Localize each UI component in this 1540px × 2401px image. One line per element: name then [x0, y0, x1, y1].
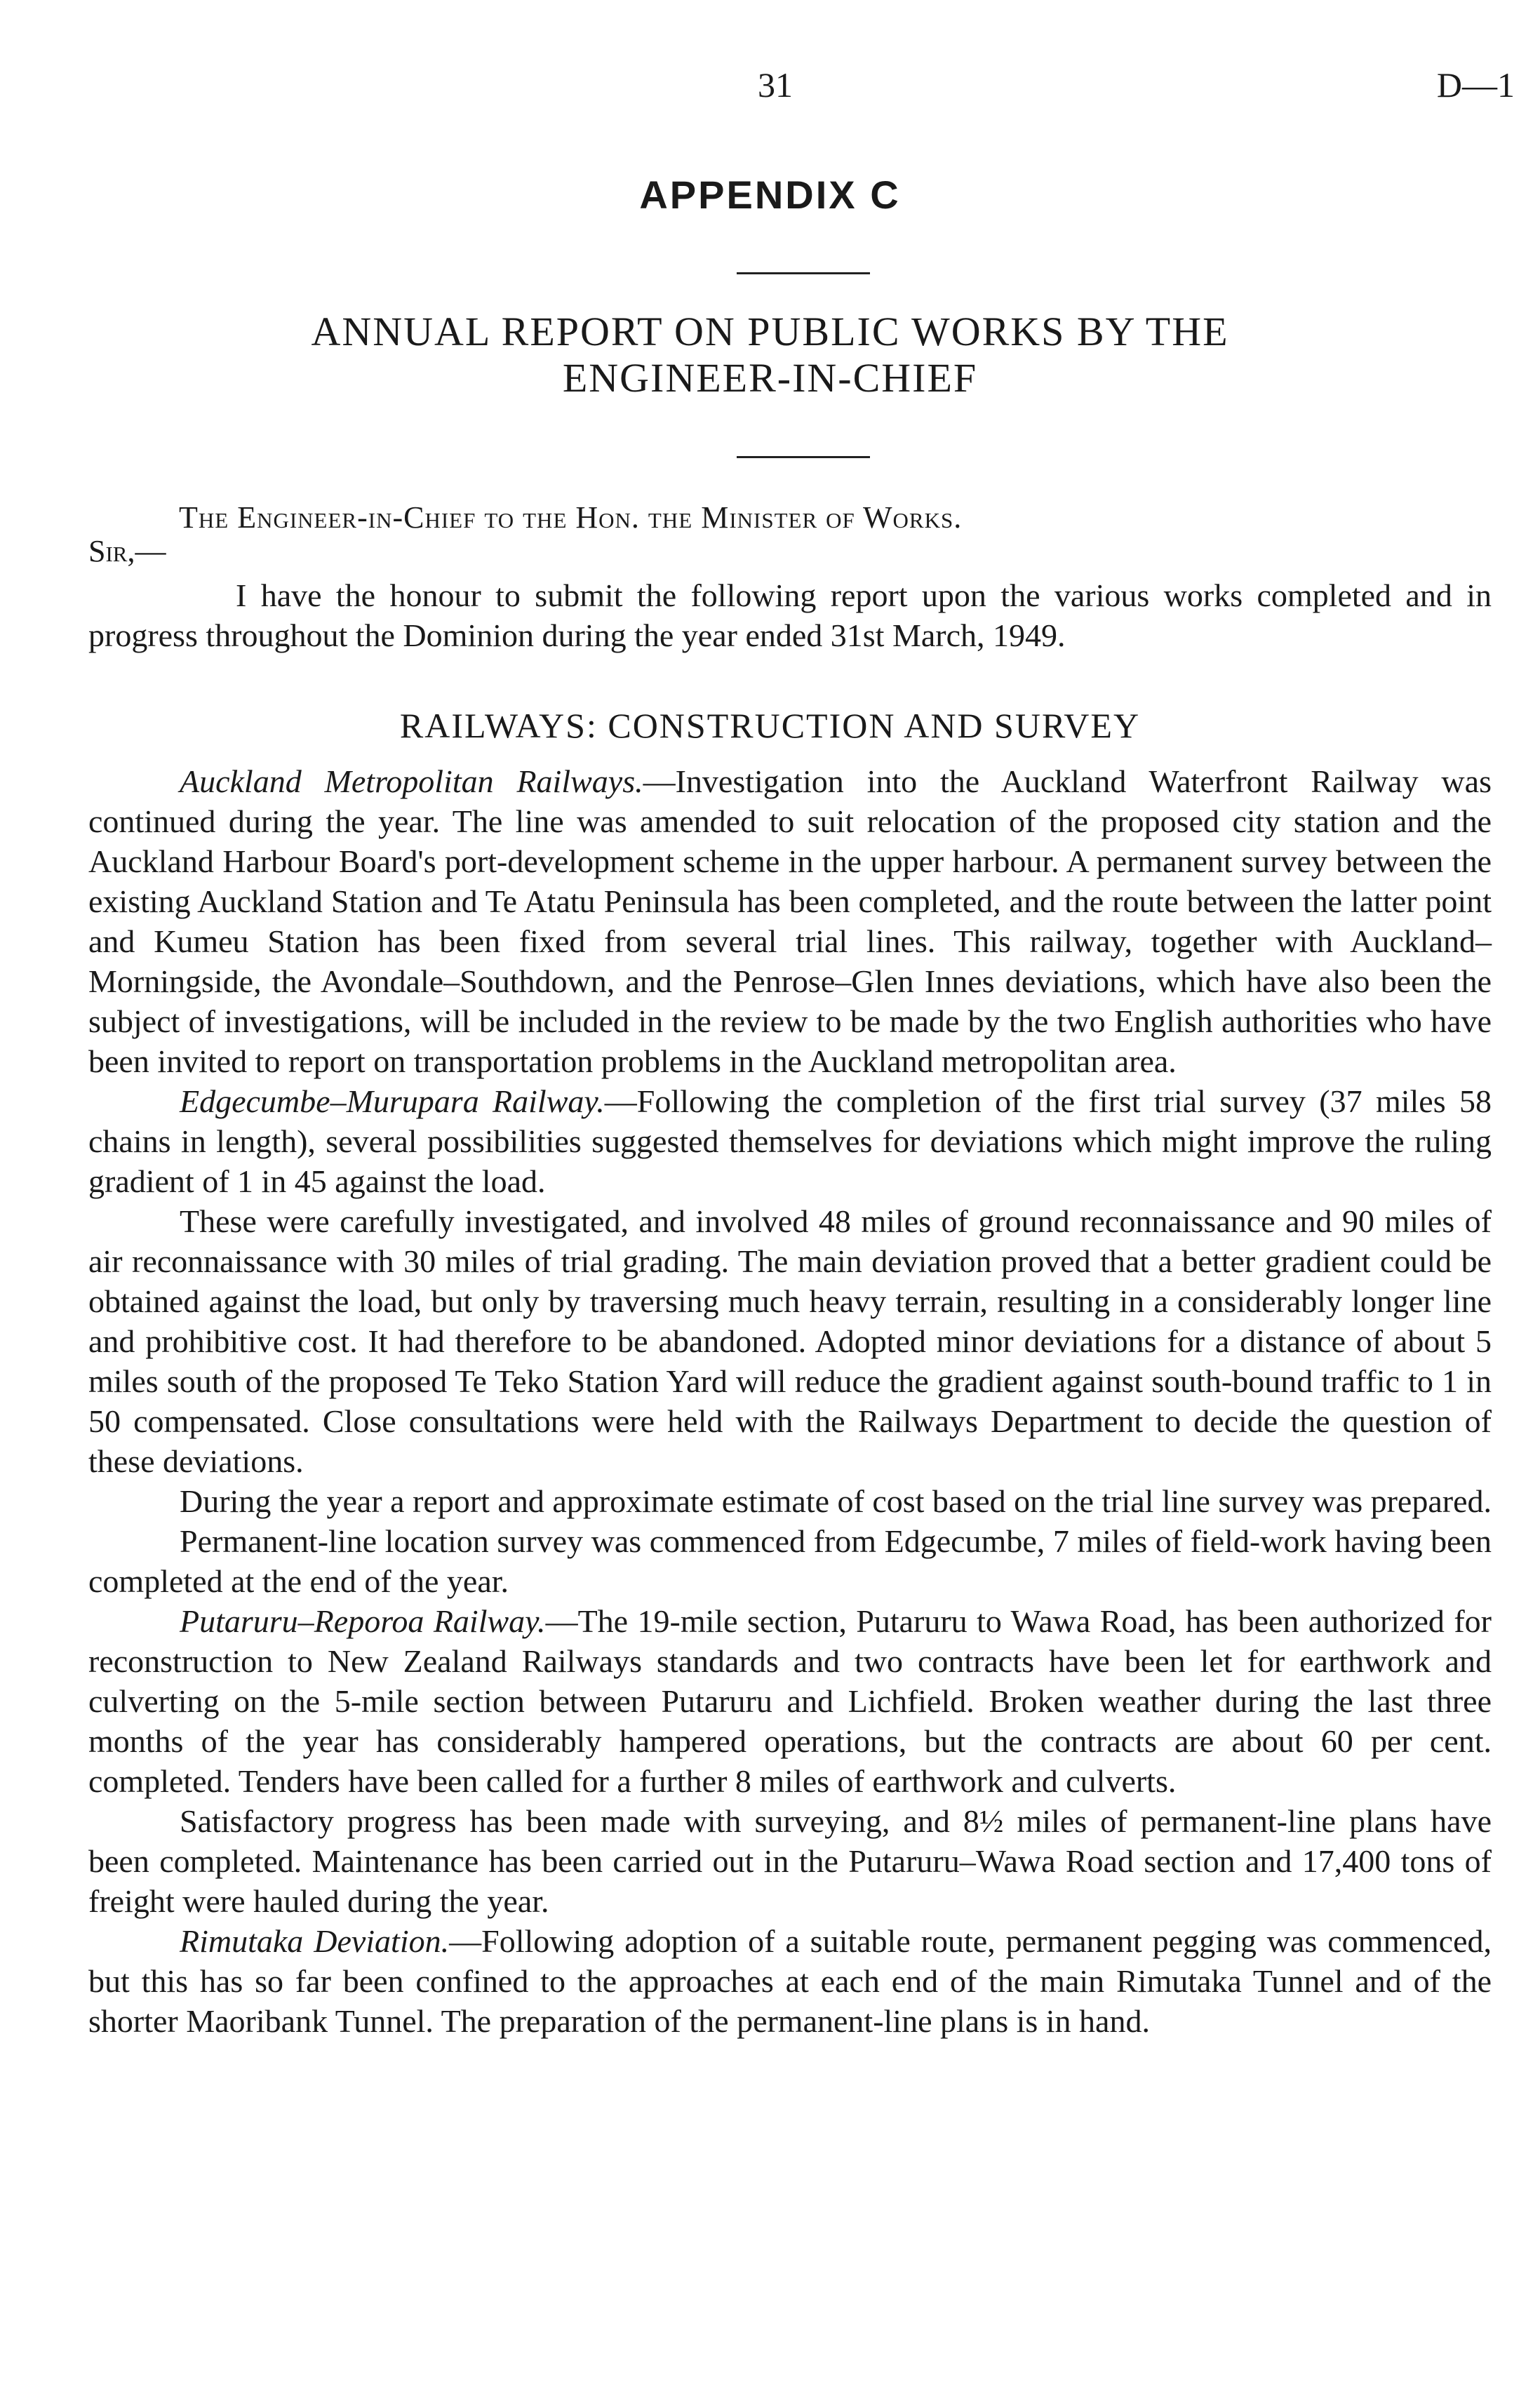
paragraph-text: During the year a report and approximate estimate of cost based on the trial line survey was prepared. — [180, 1483, 1492, 1519]
report-title-line-1: ANNUAL REPORT ON PUBLIC WORKS BY THE — [311, 309, 1229, 354]
intro-text: I have the honour to submit the following report upon the various works completed and in progress throughout the Dominion during the year ended 31st March, 1949. — [88, 577, 1492, 653]
paragraph-heading: Auckland Metropolitan Railways. — [180, 763, 643, 799]
paragraph-heading: Edgecumbe–Murupara Railway. — [180, 1083, 605, 1119]
greeting: Sir,— — [88, 534, 166, 568]
report-body — [88, 761, 1492, 2041]
paragraph — [88, 1201, 1492, 1481]
section-heading: RAILWAYS: CONSTRUCTION AND SURVEY — [399, 706, 1141, 745]
intro-paragraph — [88, 575, 1492, 655]
document-code: D—1 — [1436, 65, 1515, 105]
report-title-line-2: ENGINEER-IN-CHIEF — [562, 355, 978, 401]
paragraph-text: —Following the completion of the first trial survey (37 miles 58 chains in length), several possibilities suggested themselves for deviations which might improve the ruling gradient of 1 in 45 against the load. — [88, 1083, 1492, 1199]
paragraph — [88, 761, 1492, 1081]
paragraph-text: These were carefully investigated, and involved 48 miles of ground reconnaissance and 90 miles of air reconnaissance with 30 miles of trial grading. The main deviation proved that a better gradient could be obtained against the load, but only by traversing much heavy terrain, resulting in a considerably longer line and prohibitive cost. It had therefore to be abandoned. Adopted minor deviations for a distance of about 5 miles south of the proposed Te Teko Station Yard will reduce the gradient against south-bound traffic to 1 in 50 compensated. Close consultations were held with the Railways Department to decide the question of these deviations. — [88, 1203, 1492, 1479]
paragraph-text: —Following adoption of a suitable route, permanent pegging was commenced, but this has so far been confined to the approaches at each end of the main Rimutaka Tunnel and of the shorter Maoribank Tunnel. The preparation of the permanent-line plans is in hand. — [88, 1923, 1492, 2039]
paragraph — [88, 1521, 1492, 1601]
paragraph — [88, 1601, 1492, 1801]
paragraph — [88, 1081, 1492, 1201]
divider-rule — [737, 456, 870, 458]
paragraph-text: —Investigation into the Auckland Waterfront Railway was continued during the year. The line was amended to suit relocation of the proposed city station and the Auckland Harbour Board's port-development scheme in the upper harbour. A permanent survey between the existing Auckland Station and Te Atatu Peninsula has been completed, and the route between the latter point and Kumeu Station has been fixed from several trial lines. This railway, together with Auckland–Morningside, the Avondale–Southdown, and the Penrose–Glen Innes deviations, which have also been the subject of investigations, will be included in the review to be made by the two English authorities who have been invited to report on transportation problems in the Auckland metropolitan area. — [88, 763, 1492, 1079]
page-number: 31 — [758, 65, 793, 105]
paragraph-text: —The 19-mile section, Putaruru to Wawa Road, has been authorized for reconstruction to New Zealand Railways standards and two contracts have been let for earthwork and culverting on the 5-mile section between Putaruru and Lichfield. Broken weather during the last three months of the year has considerably hampered operations, but the contracts are about 60 per cent. completed. Tenders have been called for a further 8 miles of earthwork and culverts. — [88, 1603, 1492, 1799]
appendix-heading: APPENDIX C — [639, 173, 901, 217]
addressee-line: The Engineer-in-Chief to the Hon. the Minister of Works. — [179, 500, 963, 535]
report-title — [0, 309, 1540, 401]
paragraph-heading: Rimutaka Deviation. — [180, 1923, 450, 1959]
paragraph — [88, 1801, 1492, 1921]
paragraph-text: Satisfactory progress has been made with surveying, and 8½ miles of permanent-line plans have been completed. Maintenance has been carried out in the Putaruru–Wawa Road section and 17,400 tons of freight were hauled during the year. — [88, 1803, 1492, 1919]
paragraph-heading: Putaruru–Reporoa Railway. — [180, 1603, 546, 1639]
paragraph — [88, 1481, 1492, 1521]
divider-rule — [737, 272, 870, 274]
paragraph — [88, 1921, 1492, 2041]
paragraph-text: Permanent-line location survey was commenced from Edgecumbe, 7 miles of field-work having been completed at the end of the year. — [88, 1523, 1492, 1599]
